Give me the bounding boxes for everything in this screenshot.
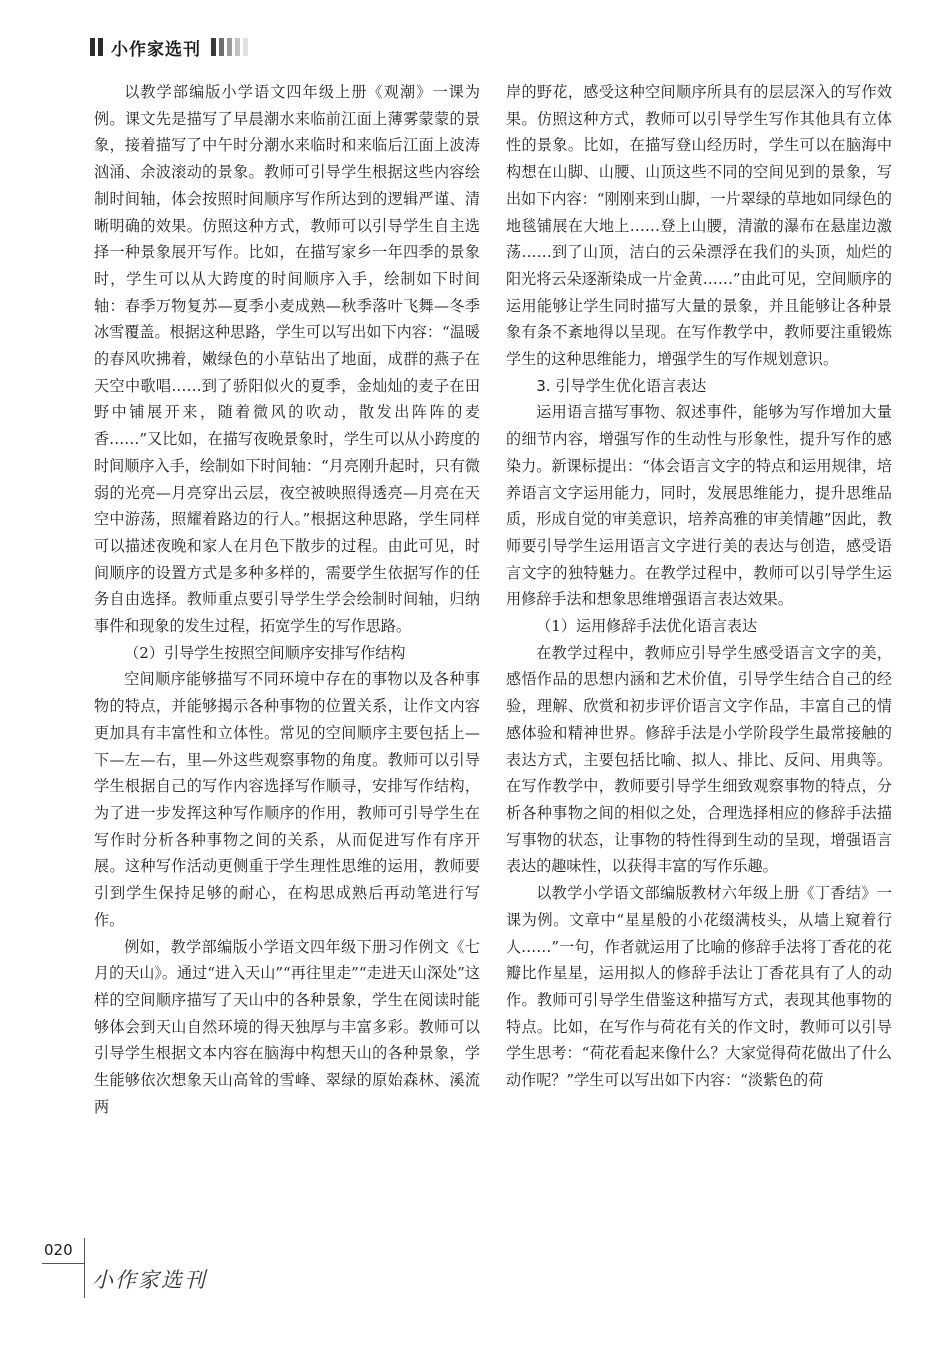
gradient-bar — [211, 38, 216, 56]
footer-rule-horizontal — [42, 1263, 84, 1264]
gradient-bar — [243, 38, 248, 56]
section-heading: 3. 引导学生优化语言表达 — [536, 376, 707, 395]
paragraph: 空间顺序能够描写不同环境中存在的事物以及各种事物的特点，并能够揭示各种事物的位置关系，让作文内容更加具有丰富性和立体性。常见的空间顺序主要包括上—下—左—右，里—外这些观察事物的角度。教师可以引导学生根据自己的写作内容选择写作顺寻，安排写作结构，为了进一步发挥这种写作顺序的作用，教师可引导学生在写作时分析各种事物之间的关系，从而促进写作有序开展。这种写作活动更侧重于学生理性思维的运用，教师要引到学生保持足够的耐心，在构思成熟后再动笔进行写作。 — [94, 670, 480, 929]
paragraph: 例如，教学部编版小学语文四年级下册习作例文《七月的天山》。通过“进入天山”“再往里走”“走进天山深处”这样的空间顺序描写了天山中的各种景象，学生在阅读时能够体会到天山自然环境的得天独厚与丰富多彩。教师可以引导学生根据文本内容在脑海中构想天山的各种景象，学生能够依次想象天山高耸的雪峰、翠绿的原始森林、溪流两 — [94, 937, 480, 1116]
subsection-heading: （1）运用修辞手法优化语言表达 — [536, 617, 758, 636]
paragraph: 在教学过程中，教师应引导学生感受语言文字的美，感悟作品的思想内涵和艺术价值，引导学生结合自己的经验，理解、欣赏和初步评价语言文字作品，丰富自己的情感体验和精神世界。修辞手法是小学阶段学生最常接触的表达方式，主要包括比喻、拟人、排比、反问、用典等。在写作教学中，教师要引导学生细致观察事物的特点，分析各种事物之间的相似之处，合理选择相应的修辞手法描写事物的状态，让事物的特性得到生动的呈现，增强语言表达的趣味性，以获得丰富的写作乐趣。 — [506, 643, 892, 876]
gradient-bar — [235, 38, 240, 56]
header-bar — [90, 38, 95, 56]
header-gradient-decoration — [211, 38, 248, 56]
left-column — [94, 79, 480, 1120]
paragraph-continued: 岸的野花，感受这种空间顺序所具有的层层深入的写作效果。仿照这种方式，教师可以引导学生写作其他具有立体性的景象。比如，在描写登山经历时，学生可以在脑海中构想在山脚、山腰、山顶这些不同的空间见到的景象，写出如下内容：“刚刚来到山脚，一片翠绿的草地如同绿色的地毯铺展在大地上……登上山腰，清澈的瀑布在悬崖边激荡……到了山顶，洁白的云朵漂浮在我们的头顶，灿烂的阳光将云朵逐渐染成一片金黄……”由此可见，空间顺序的运用能够让学生同时描写大量的景象，并且能够让各种景象有条不紊地得以呈现。在写作教学中，教师要注重锻炼学生的这种思维能力，增强学生的写作规划意识。 — [506, 83, 892, 369]
gradient-bar — [219, 38, 224, 56]
journal-logo: 小作家选刊 — [92, 1268, 207, 1292]
header-bars-decoration — [90, 38, 103, 56]
footer-rule-vertical — [84, 1238, 85, 1298]
page-number: 020 — [44, 1241, 73, 1259]
running-header — [90, 34, 248, 60]
header-bar — [98, 38, 103, 56]
section-heading: （2）引导学生按照空间顺序安排写作结构 — [124, 643, 406, 662]
journal-title: 小作家选刊 — [111, 39, 201, 60]
right-column — [506, 79, 892, 1094]
gradient-bar — [227, 38, 232, 56]
paragraph: 以教学小学语文部编版教材六年级上册《丁香结》一课为例。文章中“星星般的小花缀满枝头，从墙上窥着行人……”一句，作者就运用了比喻的修辞手法将丁香花的花瓣比作星星，运用拟人的修辞手法让丁香花具有了人的动作。教师可引导学生借鉴这种描写方式，表现其他事物的特点。比如，在写作与荷花有关的作文时，教师可以引导学生思考：“荷花看起来像什么？大家觉得荷花做出了什么动作呢？”学生可以写出如下内容：“淡紫色的荷 — [506, 884, 892, 1090]
paragraph: 运用语言描写事物、叙述事件，能够为写作增加大量的细节内容，增强写作的生动性与形象性，提升写作的感染力。新课标提出：“体会语言文字的特点和运用规律，培养语言文字运用能力，同时，发展思维能力，提升思维品质，形成自觉的审美意识，培养高雅的审美情趣”因此，教师要引导学生运用语言文字进行美的表达与创造，感受语言文字的独特魅力。在教学过程中，教师可以引导学生运用修辞手法和想象思维增强语言表达效果。 — [506, 403, 892, 609]
paragraph: 以教学部编版小学语文四年级上册《观潮》一课为例。课文先是描写了早晨潮水来临前江面上薄雾蒙蒙的景象，接着描写了中午时分潮水来临时和来临后江面上波涛汹涌、余波滚动的景象。教师可引导学生根据这些内容绘制时间轴，体会按照时间顺序写作所达到的逻辑严谨、清晰明确的效果。仿照这种方式，教师可以引导学生自主选择一种景象展开写作。比如，在描写家乡一年四季的景象时，学生可以从大跨度的时间顺序入手，绘制如下时间轴：春季万物复苏—夏季小麦成熟—秋季落叶飞舞—冬季冰雪覆盖。根据这种思路，学生可以写出如下内容：“温暖的春风吹拂着，嫩绿色的小草钻出了地面，成群的燕子在天空中歌唱……到了骄阳似火的夏季，金灿灿的麦子在田野中铺展开来，随着微风的吹动，散发出阵阵的麦香……”又比如，在描写夜晚景象时，学生可以从小跨度的时间顺序入手，绘制如下时间轴：“月亮刚升起时，只有微弱的光亮—月亮穿出云层，夜空被映照得透亮—月亮在天空中游荡，照耀着路边的行人。”根据这种思路，学生同样可以描述夜晚和家人在月色下散步的过程。由此可见，时间顺序的设置方式是多种多样的，需要学生依据写作的任务自由选择。教师重点要引导学生学会绘制时间轴，归纳事件和现象的发生过程，拓宽学生的写作思路。 — [94, 83, 480, 636]
